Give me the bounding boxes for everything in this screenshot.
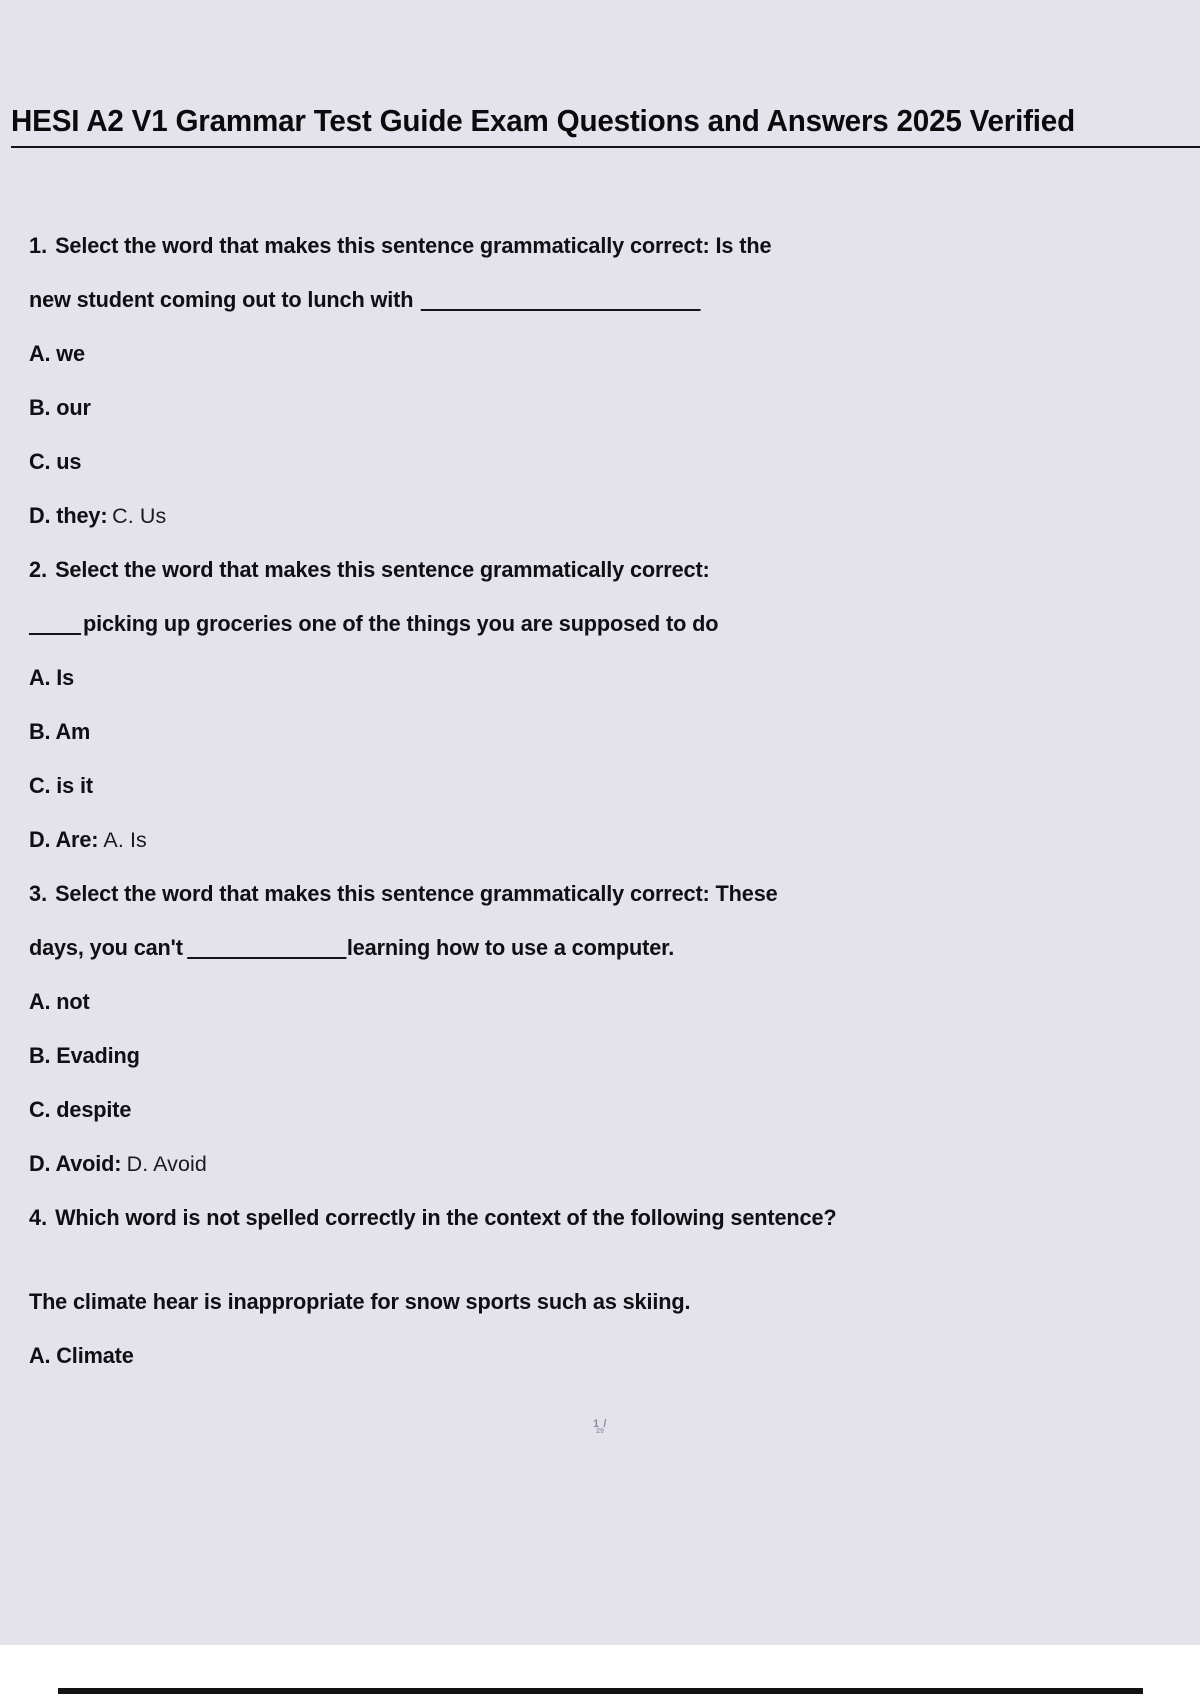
question-2-prompt-line-2 bbox=[0, 597, 1158, 651]
question-3-option-a[interactable] bbox=[0, 975, 1158, 1029]
question-4-number: 4. bbox=[28, 1205, 48, 1230]
option-letter: B. bbox=[28, 719, 51, 744]
page-number-total: 29 bbox=[596, 1428, 604, 1435]
option-text: Evading bbox=[56, 1043, 140, 1068]
option-text: Am bbox=[55, 719, 91, 744]
question-3-answer-key: D. Avoid bbox=[126, 1152, 207, 1176]
option-text: is it bbox=[56, 773, 93, 798]
page-number-current: 1 / bbox=[592, 1418, 608, 1430]
question-1-prompt-line-2 bbox=[0, 273, 1158, 327]
option-text: Are: bbox=[55, 827, 99, 852]
option-letter: A. bbox=[28, 1343, 51, 1368]
option-text: we bbox=[56, 341, 85, 366]
question-2-answer-key: A. Is bbox=[103, 828, 147, 852]
question-3-option-d[interactable] bbox=[0, 1137, 1158, 1191]
option-text: they: bbox=[56, 503, 108, 528]
option-letter: D. bbox=[28, 1151, 51, 1176]
question-4-prompt-text: Which word is not spelled correctly in the context of the following sentence? bbox=[55, 1205, 837, 1230]
question-1-answer-blank bbox=[421, 292, 701, 311]
option-letter: C. bbox=[28, 1097, 51, 1122]
question-2-option-b[interactable] bbox=[0, 705, 1158, 759]
question-1-option-b[interactable] bbox=[0, 381, 1158, 435]
question-1-option-d[interactable] bbox=[0, 489, 1158, 543]
question-4-option-a[interactable] bbox=[0, 1329, 1158, 1383]
bottom-divider-rule bbox=[58, 1688, 1143, 1694]
question-1-prompt-text: Select the word that makes this sentence grammatically correct: Is the bbox=[55, 233, 772, 258]
question-3-option-c[interactable] bbox=[0, 1083, 1158, 1137]
question-3-prompt-text: Select the word that makes this sentence grammatically correct: These bbox=[55, 881, 778, 906]
option-text: not bbox=[56, 989, 90, 1014]
option-text: Climate bbox=[56, 1343, 134, 1368]
question-3-prompt-text-before-blank: days, you can't bbox=[28, 935, 183, 960]
question-3-prompt-line-1 bbox=[0, 867, 1158, 921]
option-letter: B. bbox=[28, 1043, 51, 1068]
option-letter: A. bbox=[28, 989, 51, 1014]
question-4-prompt-line-1 bbox=[0, 1191, 1158, 1245]
question-1-prompt-text-continued: new student coming out to lunch with bbox=[28, 287, 414, 312]
question-1-number: 1. bbox=[28, 233, 48, 258]
question-3-answer-blank bbox=[188, 940, 347, 959]
option-letter: C. bbox=[28, 449, 51, 474]
questions-body bbox=[0, 219, 1200, 1383]
option-text: Is bbox=[56, 665, 75, 690]
question-2-prompt-text: Select the word that makes this sentence grammatically correct: bbox=[55, 557, 710, 582]
question-3-prompt-text-after-blank: learning how to use a computer. bbox=[346, 935, 675, 960]
option-letter: D. bbox=[28, 503, 51, 528]
question-2-option-a[interactable] bbox=[0, 651, 1158, 705]
option-text: our bbox=[56, 395, 91, 420]
question-4-sentence: The climate hear is inappropriate for snow sports such as skiing. bbox=[28, 1289, 691, 1314]
question-1-answer-key: C. Us bbox=[112, 504, 167, 528]
question-1-prompt-line-1 bbox=[0, 219, 1158, 273]
question-2-prompt-line-1 bbox=[0, 543, 1158, 597]
question-2-prompt-text-continued: picking up groceries one of the things you are supposed to do bbox=[82, 611, 719, 636]
option-letter: C. bbox=[28, 773, 51, 798]
question-2-answer-blank bbox=[29, 616, 81, 635]
page-number-indicator bbox=[0, 1418, 1200, 1435]
option-letter: D. bbox=[28, 827, 51, 852]
question-3-prompt-line-2 bbox=[0, 921, 1158, 975]
option-text: despite bbox=[56, 1097, 132, 1122]
option-letter: A. bbox=[28, 341, 51, 366]
question-2-option-c[interactable] bbox=[0, 759, 1158, 813]
question-1-option-a[interactable] bbox=[0, 327, 1158, 381]
option-text: us bbox=[56, 449, 82, 474]
option-letter: B. bbox=[28, 395, 51, 420]
question-3-number: 3. bbox=[28, 881, 48, 906]
question-2-number: 2. bbox=[28, 557, 48, 582]
question-1-option-c[interactable] bbox=[0, 435, 1158, 489]
option-text: Avoid: bbox=[55, 1151, 122, 1176]
question-3-option-b[interactable] bbox=[0, 1029, 1158, 1083]
option-letter: A. bbox=[28, 665, 51, 690]
question-2-option-d[interactable] bbox=[0, 813, 1158, 867]
page-title: HESI A2 V1 Grammar Test Guide Exam Questions and Answers 2025 Verified bbox=[11, 104, 1200, 148]
